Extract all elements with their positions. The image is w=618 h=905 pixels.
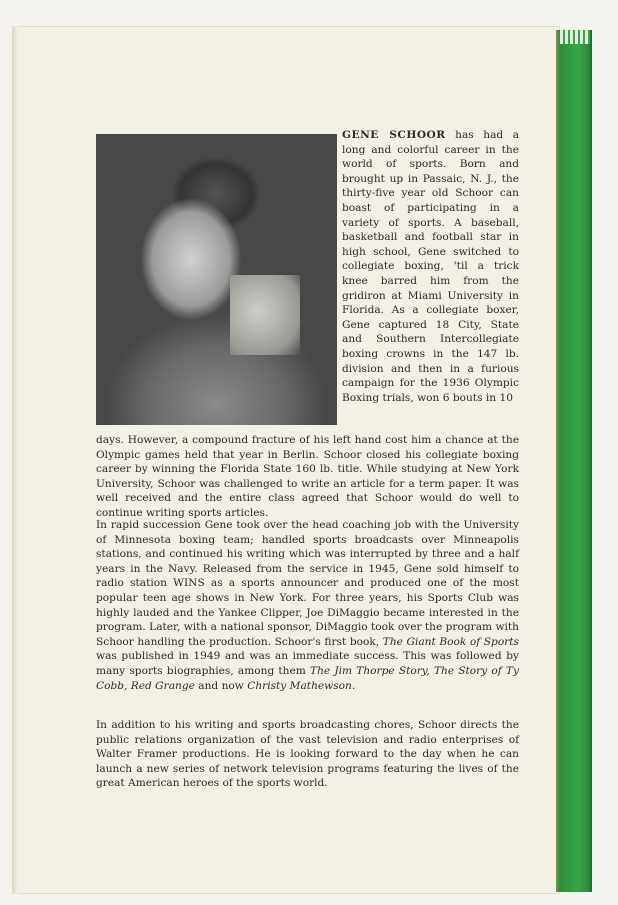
spine-top-hatch <box>560 30 590 44</box>
book-titles-biographies: The Jim Thorpe Story, The Story of Ty Cobb, Red Grange <box>96 664 519 692</box>
jacket-edge <box>12 26 18 894</box>
bio-para2-block <box>96 518 519 693</box>
bio-para3-block <box>96 718 519 791</box>
author-photo-hand <box>230 275 300 355</box>
book-title-christy-mathewson: Christy Mathewson. <box>247 679 356 692</box>
bio-para2-mid: was published in 1949 and was an immediate success. This was followed by many sports biographies, among them <box>96 650 519 677</box>
author-name: GENE SCHOOR <box>342 129 446 141</box>
bio-column-text <box>342 128 519 405</box>
bio-para1-continued-block <box>96 433 519 521</box>
bio-para1-column: has had a long and colorful career in the world of sports. Born and brought up in Passaic, N. J., the thirty-five year old Schoor can boast of participating in a variety of sports. A baseball, basketball and football star in high school, Gene switched to collegiate boxing, 'til a trick knee barred him from the gridiron at Miami University in Florida. As a collegiate boxer, Gene captured 18 City, State and Southern Intercollegiate boxing crowns in the 147 lb. division and then in a furious campaign for the 1936 Olympic Boxing trials, won 6 bouts in 10 <box>342 129 520 404</box>
author-photo <box>96 134 337 425</box>
bio-para2 <box>96 518 519 693</box>
book-spine <box>556 30 592 892</box>
bio-para2-and-now: and now <box>198 679 244 692</box>
book-title-giant-book: The Giant Book of Sports <box>382 635 519 648</box>
bio-para1-continued: days. However, a compound fracture of his left hand cost him a chance at the Olympic games held that year in Berlin. Schoor closed his collegiate boxing career by winning the Florida State 160 lb. title. While studying at New York University, Schoor was challenged to write an article for a term paper. It was well received and the entire class agreed that Schoor would do well to continue writing sports articles. <box>96 434 519 519</box>
bio-para3: In addition to his writing and sports broadcasting chores, Schoor directs the public relations organization of the vast television and radio enterprises of Walter Framer productions. He is looking forward to the day when he can launch a new series of network television programs featuring the lives of the great American heroes of the sports world. <box>96 719 519 790</box>
bio-para2-start: In rapid succession Gene took over the head coaching job with the University of Minnesota boxing team; handled sports broadcasts over Minneapolis stations, and continued his writing which was interrupted by three and a half years in the Navy. Released from the service in 1945, Gene sold himself to radio station WINS as a sports announcer and produced one of the most popular teen age shows in New York. For three years, his Sports Club was highly lauded and the Yankee Clipper, Joe DiMaggio became interested in the program. Later, with a national sponsor, DiMaggio took over the program with Schoor handling the production. Schoor's first book, <box>96 519 519 648</box>
